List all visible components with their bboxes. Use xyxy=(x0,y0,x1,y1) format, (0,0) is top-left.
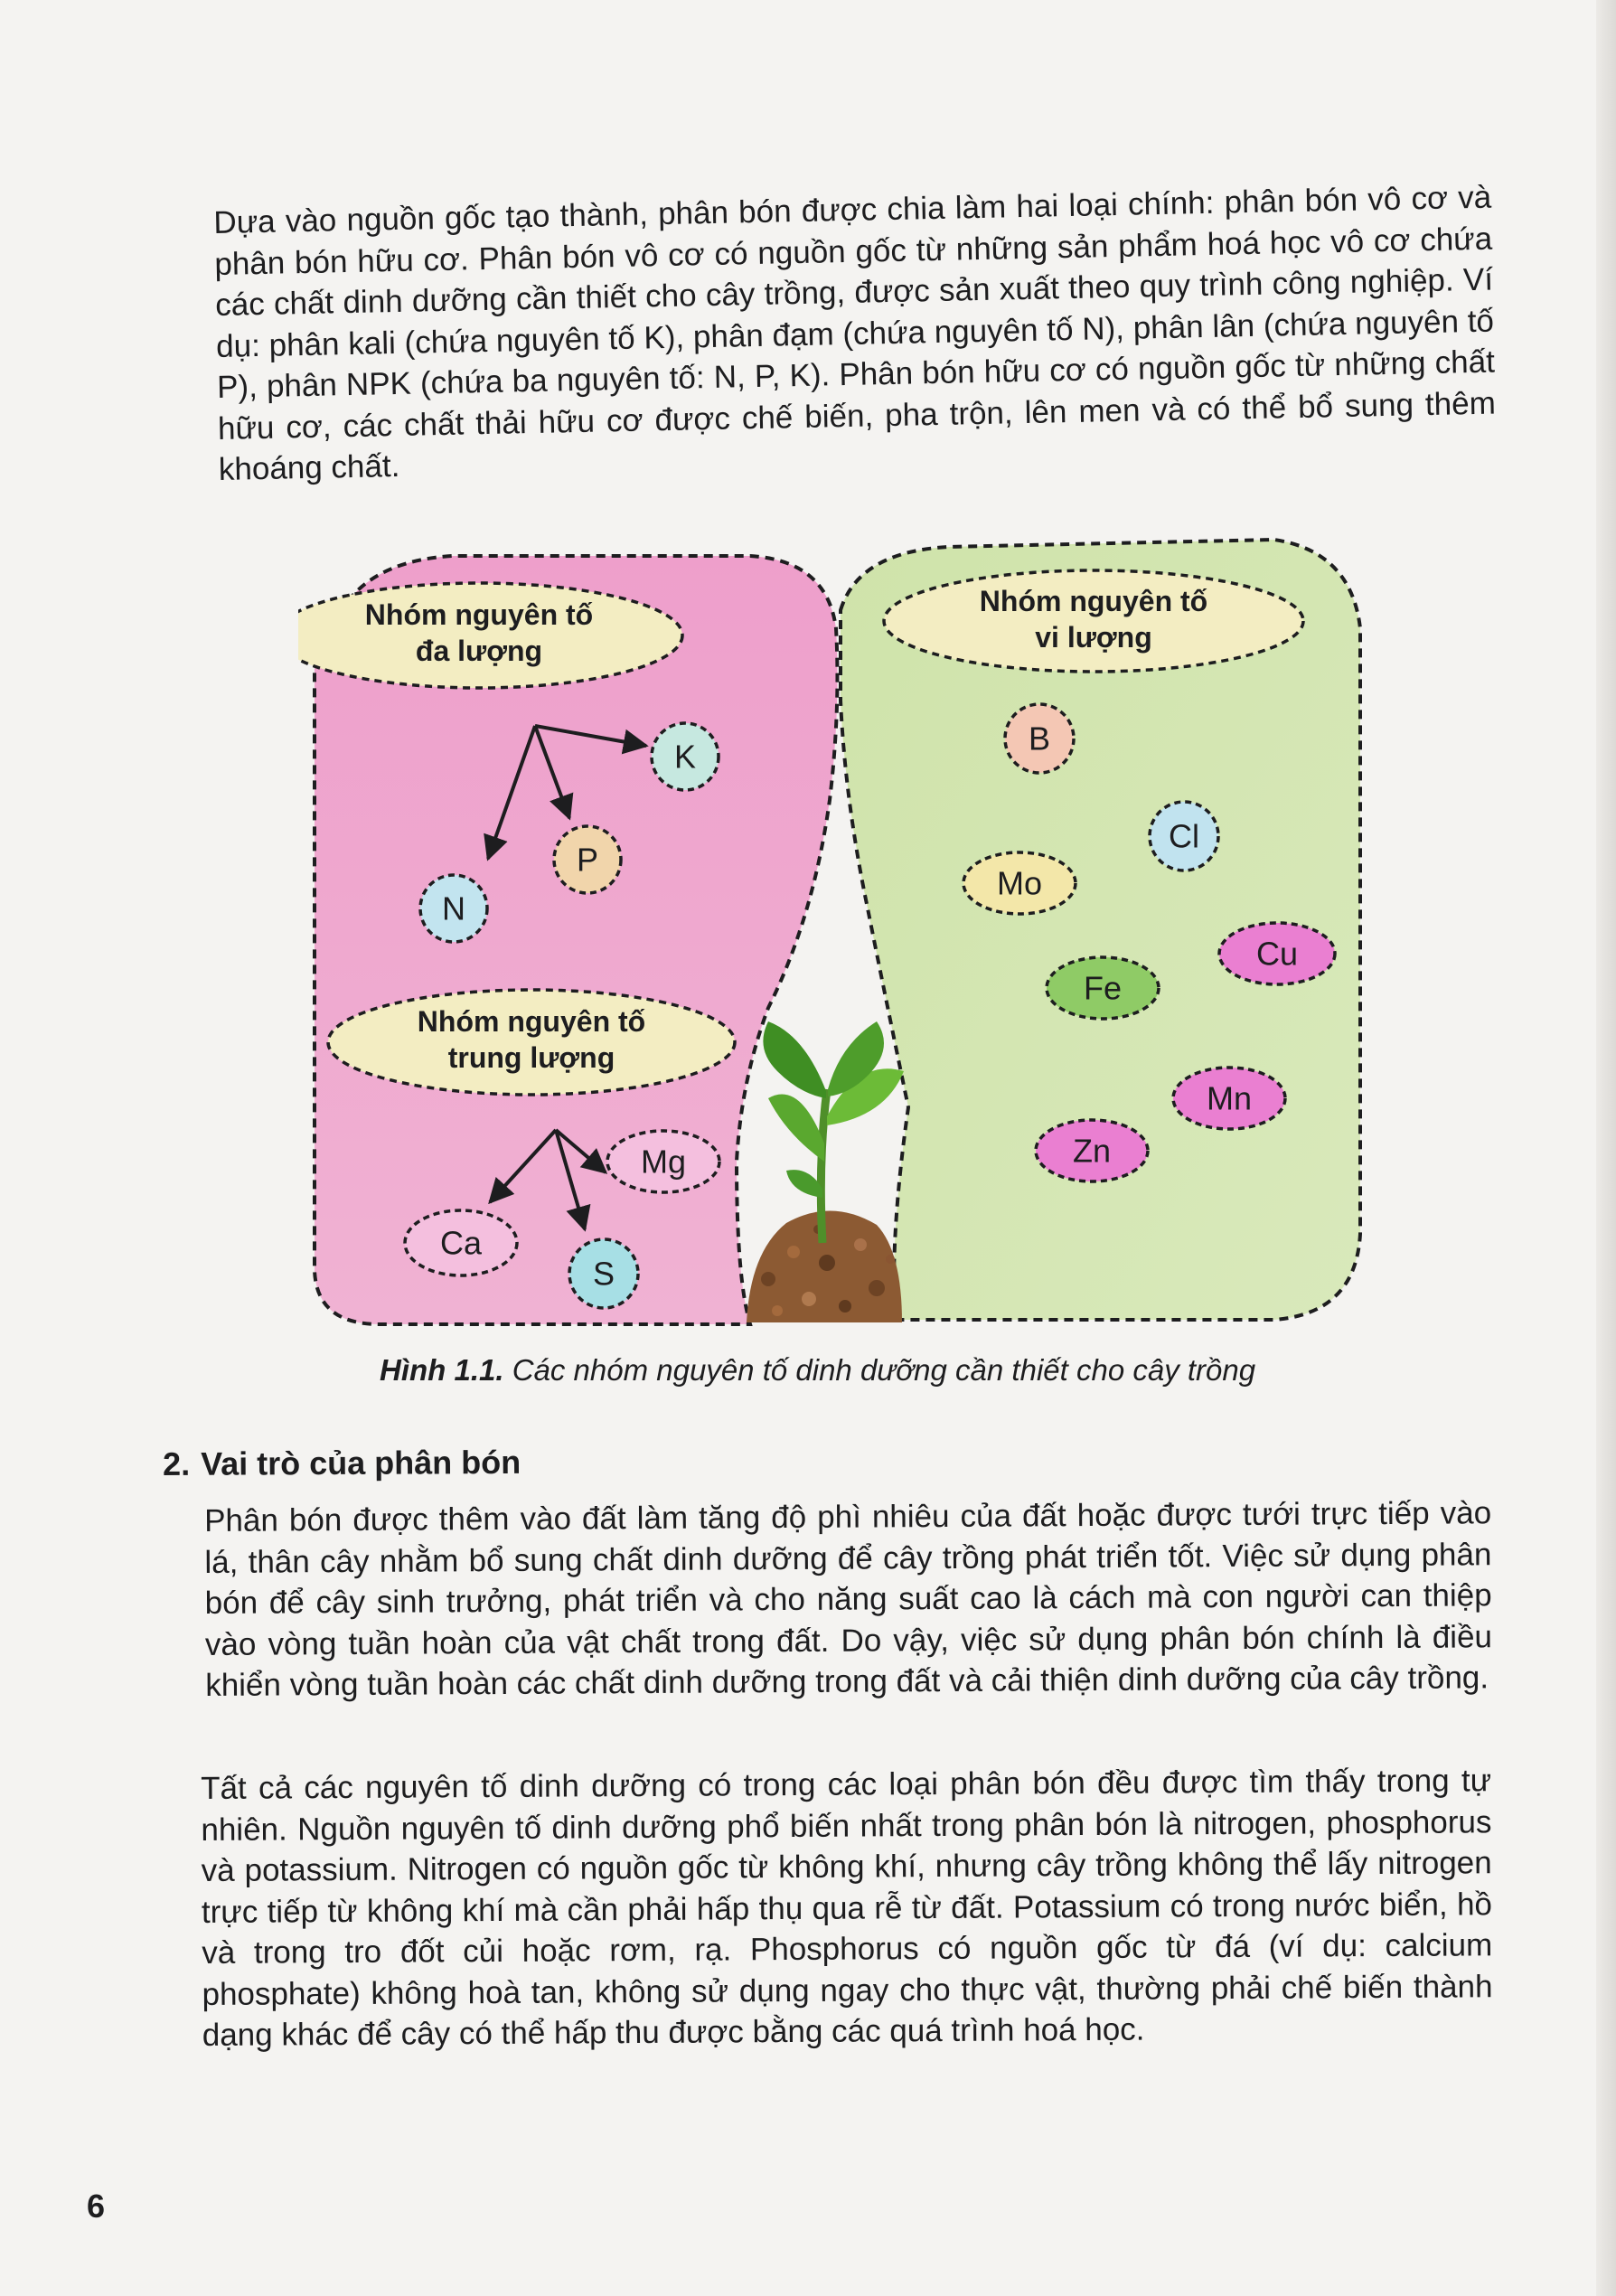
element-N xyxy=(420,875,487,942)
figure-caption xyxy=(380,1352,1255,1388)
figure-caption-label: Hình 1.1. xyxy=(380,1353,504,1387)
element-Cl xyxy=(1150,802,1218,870)
svg-text:S: S xyxy=(592,1255,615,1293)
paragraph-2: Phân bón được thêm vào đất làm tăng độ phì nhiêu của đất hoặc được tưới trực tiếp vào lá, thân cây nhằm bổ sung chất dinh dưỡng để cây trồng phát triển tốt. Việc sử dụng phân bón để cây sinh trưởng, phát triển và cho năng suất cao là cách mà con người can thiệp vào vòng tuần hoàn của vật chất trong đất. Do vậy, việc sử dụng phân bón chính là điều khiển vòng tuần hoàn các chất dinh dưỡng trong đất và cải thiện dinh dưỡng của cây trồng. xyxy=(204,1495,1493,1703)
svg-text:đa lượng: đa lượng xyxy=(415,635,543,667)
section-heading xyxy=(163,1443,521,1484)
section-title: Vai trò của phân bón xyxy=(201,1443,521,1482)
element-Ca xyxy=(405,1210,517,1275)
element-B xyxy=(1005,704,1074,773)
svg-text:Nhóm nguyên tố: Nhóm nguyên tố xyxy=(979,585,1208,617)
element-Mo xyxy=(963,852,1076,914)
element-Mg xyxy=(607,1131,719,1192)
element-K xyxy=(652,723,719,790)
svg-text:Fe: Fe xyxy=(1083,969,1123,1007)
svg-text:Mn: Mn xyxy=(1206,1079,1253,1117)
page-number: 6 xyxy=(87,2188,106,2225)
svg-text:vi lượng: vi lượng xyxy=(1035,621,1152,654)
svg-text:Cl: Cl xyxy=(1169,817,1199,855)
micro-group-label xyxy=(884,570,1303,672)
svg-text:Cu: Cu xyxy=(1255,935,1299,973)
element-P xyxy=(554,826,621,893)
svg-text:Mo: Mo xyxy=(996,864,1043,902)
svg-text:B: B xyxy=(1028,720,1051,757)
svg-text:N: N xyxy=(442,889,465,927)
element-Mn xyxy=(1173,1068,1285,1129)
svg-text:P: P xyxy=(576,841,599,879)
plant-sprout-icon xyxy=(763,1021,904,1243)
svg-text:Ca: Ca xyxy=(439,1224,483,1262)
element-Fe xyxy=(1047,957,1159,1019)
paragraph-3: Tất cả các nguyên tố dinh dưỡng có trong các loại phân bón đều được tìm thấy trong tự nhiên. Nguồn nguyên tố dinh dưỡng phổ biến nhất trong phân bón là nitrogen, phosphorus và potassium. Nitrogen có nguồn gốc từ không khí, nhưng cây trồng không thể lấy nitrogen trực tiếp từ không khí mà cần phải hấp thụ qua rễ từ đất. Potassium có trong nước biển, hồ và trong tro đốt củi hoặc rơm, rạ. Phosphorus có nguồn gốc từ đá (ví dụ: calcium phosphate) không hoà tan, không sử dụng ngay cho thực vật, thường phải chế biến thành dạng khác để cây có thể hấp thu được bằng các quá trình hoá học. xyxy=(201,1763,1493,2053)
svg-text:Nhóm nguyên tố: Nhóm nguyên tố xyxy=(364,598,594,631)
figure-caption-text: Các nhóm nguyên tố dinh dưỡng cần thiết cho cây trồng xyxy=(512,1353,1256,1387)
svg-text:Mg: Mg xyxy=(640,1143,687,1181)
nutrient-groups-figure xyxy=(298,529,1374,1333)
svg-text:Nhóm nguyên tố: Nhóm nguyên tố xyxy=(417,1005,646,1038)
intro-paragraph: Dựa vào nguồn gốc tạo thành, phân bón được chia làm hai loại chính: phân bón vô cơ và phân bón hữu cơ. Phân bón vô cơ có nguồn gốc từ những sản phẩm hoá học vô cơ chứa các chất dinh dưỡng cần thiết cho cây trồng, được sản xuất theo quy trình công nghiệp. Ví dụ: phân kali (chứa nguyên tố K), phân đạm (chứa nguyên tố N), phân lân (chứa nguyên tố P), phân NPK (chứa ba nguyên tố: N, P, K). Phân bón hữu cơ có nguồn gốc từ những chất hữu cơ, các chất thải hữu cơ được chế biến, pha trộn, lên men và có thể bổ sung thêm khoáng chất. xyxy=(213,179,1497,487)
svg-text:trung lượng: trung lượng xyxy=(447,1041,615,1074)
element-Cu xyxy=(1219,923,1335,984)
element-S xyxy=(569,1239,638,1308)
svg-text:K: K xyxy=(673,738,697,776)
section-number: 2. xyxy=(163,1444,191,1482)
element-Zn xyxy=(1036,1120,1148,1181)
secondary-group-label xyxy=(328,990,735,1095)
page-edge xyxy=(1596,0,1616,2296)
svg-text:Zn: Zn xyxy=(1072,1132,1112,1170)
